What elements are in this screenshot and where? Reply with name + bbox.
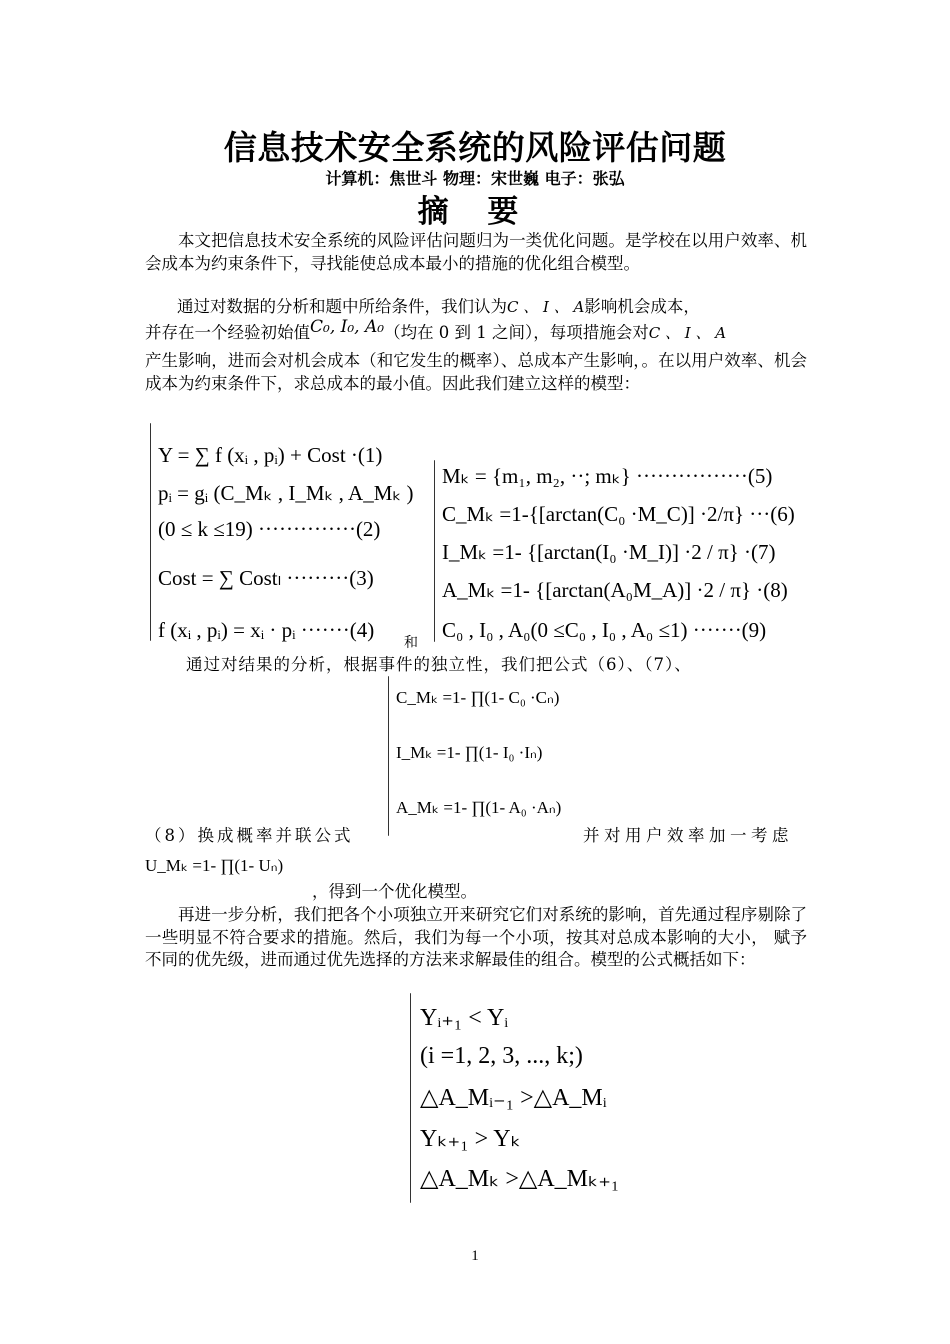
final-eq-2: (i =1, 2, 3, ..., k;) <box>420 1043 583 1069</box>
para4: 再进一步分析，我们把各个小项独立开来研究它们对系统的影响，首先通过程序剔除了一些明显不符合要求的措施。然后，我们为每一个小项，按其对总成本影响的大小， 赋予不同的优先级，进而通过优先选择的方法来求解最佳的组合。模型的公式概括如下： <box>145 905 807 969</box>
page-title: 信息技术安全系统的风险评估问题 <box>223 128 727 167</box>
para2-vars: C 、 I 、 A <box>507 298 585 316</box>
para2-line2 <box>145 317 727 344</box>
model-eq-6: C_Mₖ =1-{[arctan(C₀ ·M_C)] ·2/π} ···(6) <box>442 502 795 526</box>
final-eq-5: △A_Mₖ >△A_Mₖ₊₁ <box>420 1166 620 1192</box>
prob-eq-i: I_Mₖ =1- ∏(1- I₀ ·Iₙ) <box>396 743 543 762</box>
model-eq-3: Cost = ∑ Costₗ ·········(3) <box>158 566 374 590</box>
model-eq-9: C₀ , I₀ , A₀(0 ≤C₀ , I₀ , A₀ ≤1) ·······(9) <box>442 618 767 642</box>
abstract-paragraph-1: 本文把信息技术安全系统的风险评估问题归为一类优化问题。是学校在以用户效率、机会成本为约束条件下，寻找能使总成本最小的措施的优化组合模型。 <box>145 231 807 273</box>
para2-rest: 产生影响，进而会对机会成本（和它发生的概率）、总成本产生影响，。在以用户效率、机会成本为约束条件下，求总成本的最小值。因此我们建立这样的模型： <box>145 351 807 393</box>
para2-text: 通过对数据的分析和题中所给条件，我们认为 <box>177 297 507 316</box>
prob-eq-a: A_Mₖ =1- ∏(1- A₀ ·Aₙ) <box>396 798 562 817</box>
para2-text-c: （均在 0 到 1 之间），每项措施会对 <box>384 323 649 342</box>
final-brace <box>410 993 411 1203</box>
left-brace <box>150 423 151 641</box>
para2-initial-values: C₀, I₀, A₀ <box>310 317 385 337</box>
user-efficiency-eq: U_Mₖ =1- ∏(1- Uₙ) <box>145 856 284 875</box>
final-eq-3: △A_Mᵢ₋₁ >△A_Mᵢ <box>420 1085 607 1111</box>
and-word: 和 <box>404 635 418 651</box>
para2-text-end: 影响机会成本， <box>584 297 700 316</box>
para3-end: ，得到一个优化模型。 <box>312 882 477 901</box>
page-number: 1 <box>471 1248 479 1264</box>
para3-start: 通过对结果的分析，根据事件的独立性，我们把公式（6）、（7）、 <box>186 655 692 674</box>
prob-brace <box>388 676 389 836</box>
para3-left: （8）换成概率并联公式 <box>145 826 354 845</box>
para2-vars-2: C 、 I 、 A <box>648 324 727 342</box>
para2-line1 <box>177 296 700 318</box>
model-eq-5: Mₖ = {m₁, m₂, ··; mₖ} ················(5) <box>442 464 773 488</box>
para3-right: 并对用户效率加一考虑 <box>583 826 793 845</box>
model-eq-7: I_Mₖ =1- {[arctan(I₀ ·M_I)] ·2 / π} ·(7) <box>442 540 776 564</box>
abstract-heading: 摘 要 <box>417 194 533 230</box>
authors-line: 计算机：焦世斗 物理：宋世巍 电子：张弘 <box>325 169 625 188</box>
model-eq-pi: pᵢ = gᵢ (C_Mₖ , I_Mₖ , A_Mₖ ) <box>158 481 414 505</box>
para2-text-b: 并存在一个经验初始值 <box>145 323 310 342</box>
model-eq-4: f (xᵢ , pᵢ) = xᵢ · pᵢ ·······(4) <box>158 618 375 642</box>
model-eq-8: A_Mₖ =1- {[arctan(A₀M_A)] ·2 / π} ·(8) <box>442 578 788 602</box>
final-eq-4: Yₖ₊₁ > Yₖ <box>420 1126 521 1152</box>
prob-eq-c: C_Mₖ =1- ∏(1- C₀ ·Cₙ) <box>396 688 560 707</box>
model-eq-2: (0 ≤ k ≤19) ··············(2) <box>158 517 381 541</box>
right-brace <box>434 460 435 642</box>
final-eq-1: Yᵢ₊₁ < Yᵢ <box>420 1005 509 1031</box>
model-eq-1: Y = ∑ f (xᵢ , pᵢ) + Cost ·(1) <box>158 443 383 467</box>
